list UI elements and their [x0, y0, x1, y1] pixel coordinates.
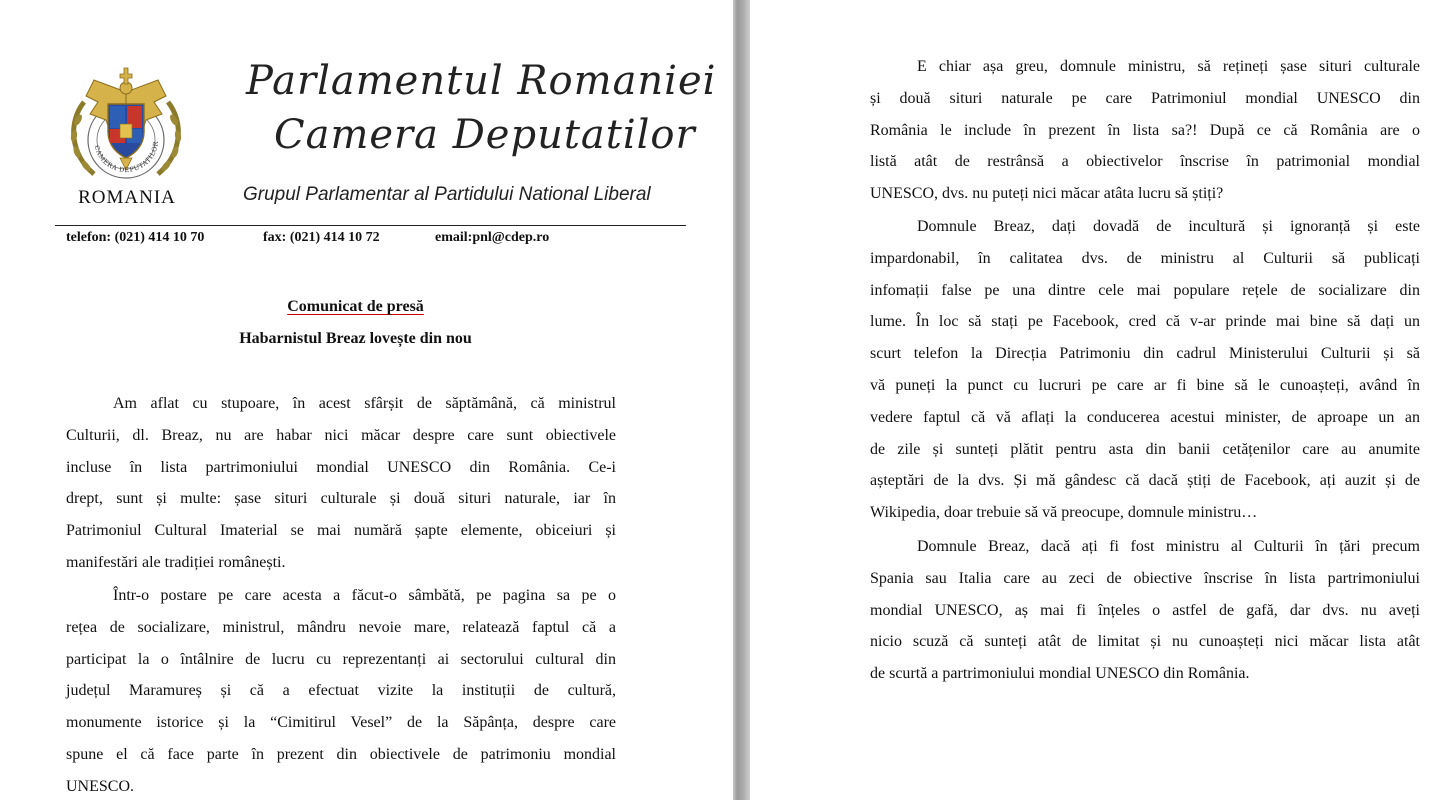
institution-name-parliament: Parlamentul Romaniei: [246, 58, 717, 104]
contact-phone: telefon: (021) 414 10 70: [66, 230, 205, 245]
letterhead-rule: [55, 225, 686, 226]
text-line: UNESCO, dvs. nu puteți nici măcar atâta lucru să știți?: [870, 185, 1224, 203]
body-paragraph: [66, 580, 616, 800]
contact-fax: fax: (021) 414 10 72: [263, 230, 380, 245]
text-line: România le include în prezent în lista sa?! După ce că România are o: [870, 121, 1420, 139]
text-line: monumente istorice și la “Cimitirul Vesel” de la Săpânța, despre care: [66, 714, 616, 732]
text-line: listă atât de restrânsă a obiectivelor înscrise în patrimonial mondial: [870, 153, 1420, 171]
text-line: rețea de socializare, ministrul, mândru nevoie mare, relatează faptul că a: [66, 618, 616, 636]
text-line: incluse în lista partrimoniului mondial UNESCO din România. Ce-i: [66, 458, 616, 476]
text-line: Patrimoniul Cultural Imaterial se mai numără șapte elemente, obiceiuri și: [66, 522, 616, 540]
crest-ring-text: CAMERA DEPUTATILOR: [92, 140, 161, 175]
press-release-title-text: Comunicat de presă: [287, 298, 424, 315]
document-page-right: [750, 0, 1449, 800]
text-line: mondial UNESCO, aș mai fi înțeles o astfel de gafă, dar dvs. nu aveți: [870, 601, 1420, 619]
body-paragraph: [870, 531, 1420, 690]
text-line: de scurtă a partrimoniului mondial UNESCO din România.: [870, 665, 1250, 683]
text-line: de zile și sunteți plătit pentru asta din banii cetățenilor care au anumite: [870, 440, 1420, 458]
text-line: drept, sunt și multe: șase situri culturale și două situri naturale, iar în: [66, 490, 616, 508]
body-paragraph: [66, 388, 616, 579]
press-release-title: [0, 298, 711, 316]
text-line: impardonabil, în calitatea dvs. de ministru al Culturii să publicați: [870, 249, 1420, 267]
text-line: manifestări ale tradiției românești.: [66, 553, 286, 571]
body-paragraph: [870, 51, 1420, 210]
institution-name-chamber: Camera Deputatilor: [274, 112, 696, 158]
text-line: Culturii, dl. Breaz, nu are habar nici măcar despre care sunt obiectivele: [66, 426, 616, 444]
text-line: vedere faptul că vă aflați la conducerea acestui minister, de aproape un an: [870, 408, 1420, 426]
text-line: Wikipedia, doar trebuie să vă preocupe, domnule ministru…: [870, 504, 1258, 522]
text-line: așteptări de la dvs. Și mă gândesc că dacă știți de Facebook, ați auzit și de: [870, 472, 1420, 490]
text-line: infomații false pe una dintre cele mai populare rețele de socializare din: [870, 281, 1420, 299]
text-line: UNESCO.: [66, 777, 135, 795]
text-line: Domnule Breaz, dați dovadă de incultură și ignoranță și este: [917, 218, 1420, 235]
text-line: nicio scuză că sunteți atât de limitat și nu cunoașteți nici măcar lista atât: [870, 633, 1420, 651]
text-line: E chiar așa greu, domnule ministru, să rețineți șase situri culturale: [917, 58, 1420, 75]
parliamentary-group-name: Grupul Parlamentar al Partidului National Liberal: [243, 184, 651, 205]
press-release-headline: Habarnistul Breaz lovește din nou: [239, 330, 472, 347]
body-paragraph: [870, 211, 1420, 529]
text-line: spune el că face parte în prezent din obiectivele de patrimoniu mondial: [66, 745, 616, 763]
contact-email: email:pnl@cdep.ro: [435, 230, 550, 245]
text-line: județul Maramureș și că a efectuat vizite la instituții de cultură,: [66, 682, 616, 700]
text-line: vă puneți la punct cu lucruri pe care ar fi bine să le cunoașteți, având în: [870, 376, 1420, 394]
text-line: Spania sau Italia care au zeci de obiective înscrise în lista partrimoniului: [870, 569, 1420, 587]
page-gap-divider: [733, 0, 750, 800]
text-line: Într-o postare pe care acesta a făcut-o sâmbătă, pe pagina sa pe o: [113, 587, 616, 604]
text-line: și două situri naturale pe care Patrimoniul mondial UNESCO din: [870, 89, 1420, 107]
text-line: scurt telefon la Direcția Patrimoniu din cadrul Ministerului Culturii și să: [870, 345, 1420, 363]
text-line: participat la o întâlnire de lucru cu reprezentanți ai sectorului cultural din: [66, 650, 616, 668]
romania-crest-emblem: [64, 62, 188, 190]
text-line: lume. În loc să stați pe Facebook, cred că v-ar prinde mai bine să dați un: [870, 313, 1420, 331]
crest-caption: ROMANIA: [78, 187, 176, 208]
text-line: Am aflat cu stupoare, în acest sfârșit de săptămână, că ministrul: [113, 395, 616, 412]
text-line: Domnule Breaz, dacă ați fi fost ministru al Culturii în țări precum: [917, 538, 1420, 555]
